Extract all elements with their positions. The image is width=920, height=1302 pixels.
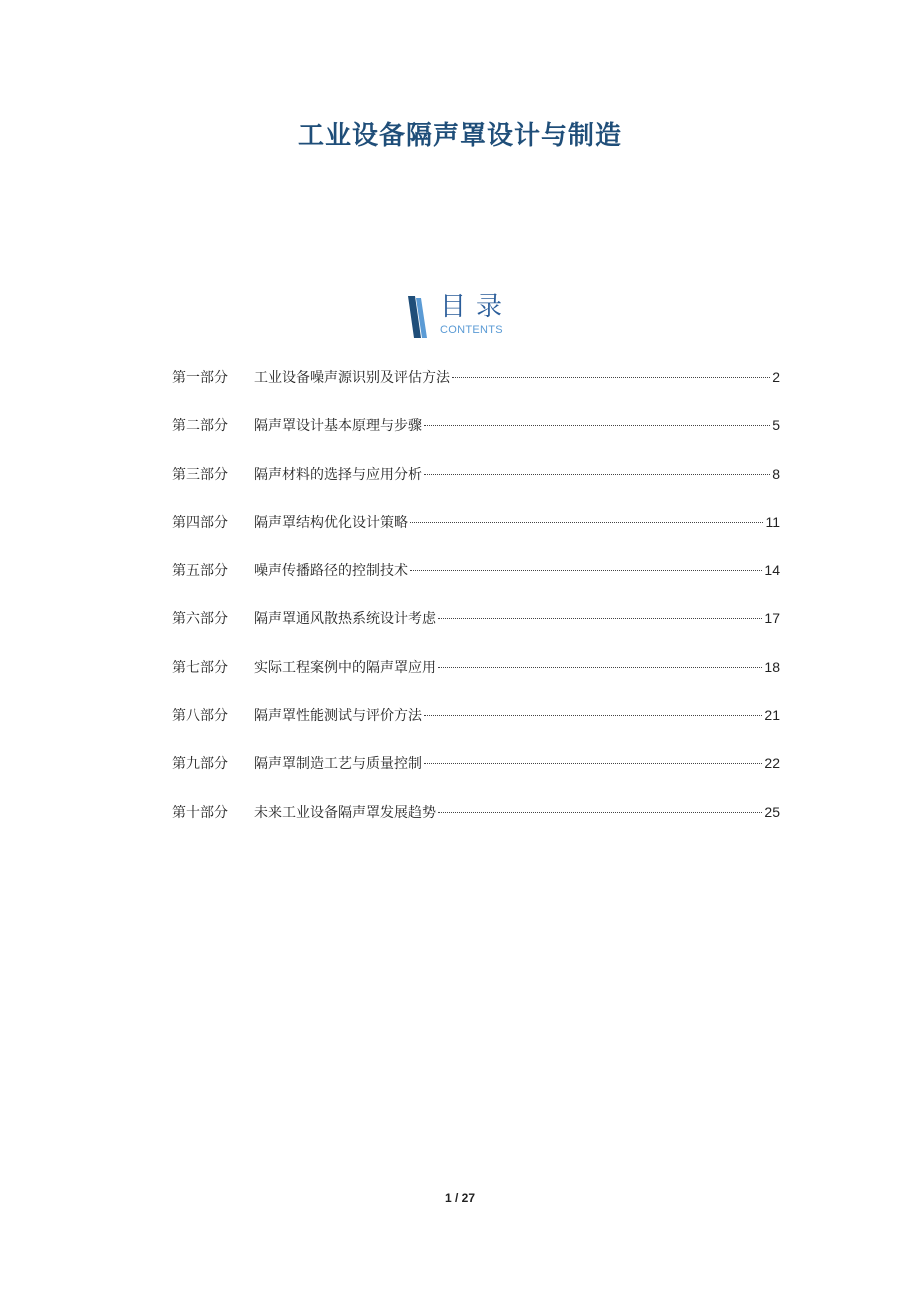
- toc-entry-title: 噪声传播路径的控制技术: [254, 563, 408, 580]
- toc-entry-part: 第四部分: [172, 514, 228, 531]
- toc-header: [408, 292, 538, 340]
- toc-entry-part: 第八部分: [172, 708, 228, 725]
- toc-entry-part: 第五部分: [172, 563, 228, 580]
- toc-entry-title: 工业设备噪声源识别及评估方法: [254, 370, 450, 386]
- toc-entry-part: 第一部分: [172, 370, 228, 386]
- toc-entry-page: 17: [764, 610, 780, 627]
- toc-entry[interactable]: [172, 702, 780, 750]
- toc-entry-title: 未来工业设备隔声罩发展趋势: [254, 804, 436, 821]
- toc-entry-title: 隔声罩通风散热系统设计考虑: [254, 611, 436, 628]
- toc-entry[interactable]: [172, 412, 780, 460]
- toc-dot-leader: [424, 763, 762, 764]
- toc-entry-page: 8: [772, 465, 780, 482]
- toc-entry[interactable]: [172, 799, 780, 847]
- toc-entry-page: 11: [765, 513, 780, 530]
- toc-entry-part: 第六部分: [172, 611, 228, 628]
- toc-entry[interactable]: [172, 654, 780, 702]
- toc-entry-title: 隔声材料的选择与应用分析: [254, 466, 422, 483]
- toc-entry[interactable]: [172, 605, 780, 653]
- toc-dot-leader: [424, 425, 770, 426]
- toc-entry-title: 实际工程案例中的隔声罩应用: [254, 659, 436, 676]
- book-spine-icon: [408, 296, 430, 338]
- toc-entry-part: 第十部分: [172, 804, 228, 821]
- document-title: 工业设备隔声罩设计与制造: [297, 121, 622, 151]
- toc-dot-leader: [438, 618, 762, 619]
- toc-entry[interactable]: [172, 509, 780, 557]
- toc-subheading: CONTENTS: [440, 324, 503, 336]
- toc-entry-title: 隔声罩结构优化设计策略: [254, 514, 408, 531]
- toc-entry-title: 隔声罩设计基本原理与步骤: [254, 418, 422, 435]
- toc-entry-part: 第九部分: [172, 756, 228, 773]
- toc-dot-leader: [424, 474, 770, 475]
- toc-dot-leader: [452, 377, 770, 378]
- toc-heading: 目录: [440, 292, 513, 322]
- toc-entry-part: 第二部分: [172, 418, 228, 435]
- toc-entry[interactable]: [172, 364, 780, 412]
- toc-entry-page: 25: [764, 803, 780, 820]
- toc-entry-page: 2: [772, 369, 780, 385]
- toc-entry-page: 21: [764, 707, 780, 724]
- toc-entry[interactable]: [172, 461, 780, 509]
- toc-entry-page: 14: [764, 562, 780, 579]
- toc-entry-part: 第七部分: [172, 659, 228, 676]
- toc-entry-title: 隔声罩性能测试与评价方法: [254, 708, 422, 725]
- toc-entry-page: 18: [764, 658, 780, 675]
- page-number: 1 / 27: [444, 1191, 476, 1205]
- toc-dot-leader: [438, 812, 762, 813]
- toc-entry[interactable]: [172, 750, 780, 798]
- toc-dot-leader: [438, 667, 762, 668]
- toc-entry-page: 22: [764, 755, 780, 772]
- toc-dot-leader: [410, 522, 763, 523]
- toc-dot-leader: [410, 570, 762, 571]
- toc-entry-part: 第三部分: [172, 466, 228, 483]
- toc-entry-page: 5: [772, 417, 780, 434]
- toc-list: [172, 364, 780, 847]
- toc-entry[interactable]: [172, 557, 780, 605]
- toc-dot-leader: [424, 715, 762, 716]
- toc-entry-title: 隔声罩制造工艺与质量控制: [254, 756, 422, 773]
